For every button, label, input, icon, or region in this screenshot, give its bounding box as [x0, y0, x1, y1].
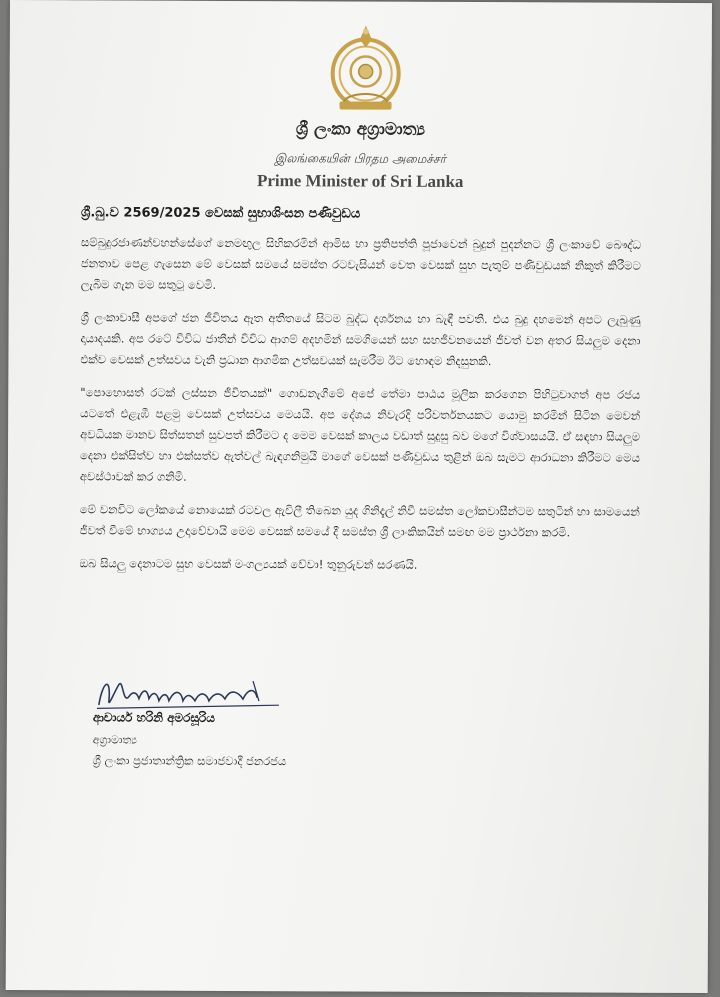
signatory-title: අග්‍රාමාත්‍ය [92, 733, 137, 747]
signatory-name: ආචාර්ය හරිනි අමරසූරිය [92, 710, 215, 725]
letter-page [6, 0, 712, 993]
letter-subject: ශ්‍රී.බු.ව 2569/2025 වෙසක් සුභාශිංසන පණිවුඩය [81, 205, 361, 222]
body-paragraph: ශ්‍රී ලංකාවාසී අපගේ ජන ජීවිතය ඈත අතීතයේ සිටම බුද්ධ දර්ශනය හා බැඳී පවතී. එය බුදු දහමෙන් අපට ලැබුණු දායාදයකි. අප රටේ විවිධ ජාතීන් විවිධ ආගම් අදහමින් සමගියෙන් සහ සහජීවනයෙන් ජීවත් වන අතර සියලුම දෙනා එක්ව වෙසක් උත්සවය වැනි ප්‍රධාන ආගමික උත්සවයක් සැමරීම ඊට හොඳම නිදසුනකි. [80, 310, 641, 369]
body-paragraph: සම්බුදුරජාණන්වහන්සේගේ නෙමඟුල සිහිකරමින් ආමිස හා ප්‍රතිපත්ති පූජාවෙන් බුදුන් පුදන්නට ශ්‍රී ලංකාවේ බෞද්ධ ජනතාව පෙළ ගැසෙන මේ වෙසක් සමයේ සමස්ත රටවැසියන් වෙත වෙසක් සුභ පැතුම් පණිවුඩයක් නිකුත් කිරීමට ලැබීම ගැන මම සතුටු වෙමි. [80, 235, 641, 292]
body-paragraph: මේ වනවිට ලෝකයේ නොයෙක් රටවල ඇවිලී තිබෙන යුද ගිනිදැල් නිවී සමස්ත ලෝකවාසීන්ටම සතුටින් හා සාමයෙන් ජීවත් වීමේ භාග්‍යය උදාවේවායි මෙම වෙසක් සමයේ දී සමස්ත ශ්‍රී ලාංකිකයින් සමඟ මම ප්‍රාර්ථනා කරමි. [79, 502, 640, 540]
national-emblem-icon [326, 21, 406, 113]
letterhead-title-english: Prime Minister of Sri Lanka [256, 171, 464, 191]
body-paragraph: "පොහොසත් රටක් ලස්සන ජීවිතයක්" ගොඩනැගීමේ අපේ තේමා පාඨය මූලික කරගෙන පිහිටුවාගත් අප රජය යටතේ එළැඹී පළමු වෙසක් උත්සවය මෙයයි. අප දේශය නිවැරදි පරිවර්තනයකට යොමු කරමින් සිටින මෙවන් අවධියක මානව සිත්සතන් සුවපත් කිරීමට ද මෙම වෙසක් කාලය වඩාත් සුදුසු බව මගේ විශ්වාසයයි. ඒ සඳහා සියලුම දෙනා එක්සිත්ව හා එක්සත්ව ඇත්වල් බැඳගනිමුයි මාගේ වෙසක් පණිවුඩය තුළින් ඔබ සැමට ආරාධනා කිරීමට මෙය අවස්ථාවක් කර ගනිමි. [79, 385, 641, 484]
letterhead-title-tamil: இலங்கையின் பிரதம அமைச்சர் [274, 151, 446, 166]
closing-line: ඔබ සියලු දෙනාටම සුභ වෙසක් මංගල්‍යයක් වේවා! තුනුරුවන් සරණයි. [79, 556, 418, 572]
letter-body [79, 232, 641, 588]
signatory-organization: ශ්‍රී ලංකා ප්‍රජාතාන්ත්‍රික සමාජවාදී ජනරජය [92, 753, 287, 769]
letterhead-title-sinhala: ශ්‍රී ලංකා අග්‍රාමාත්‍ය [295, 119, 425, 140]
